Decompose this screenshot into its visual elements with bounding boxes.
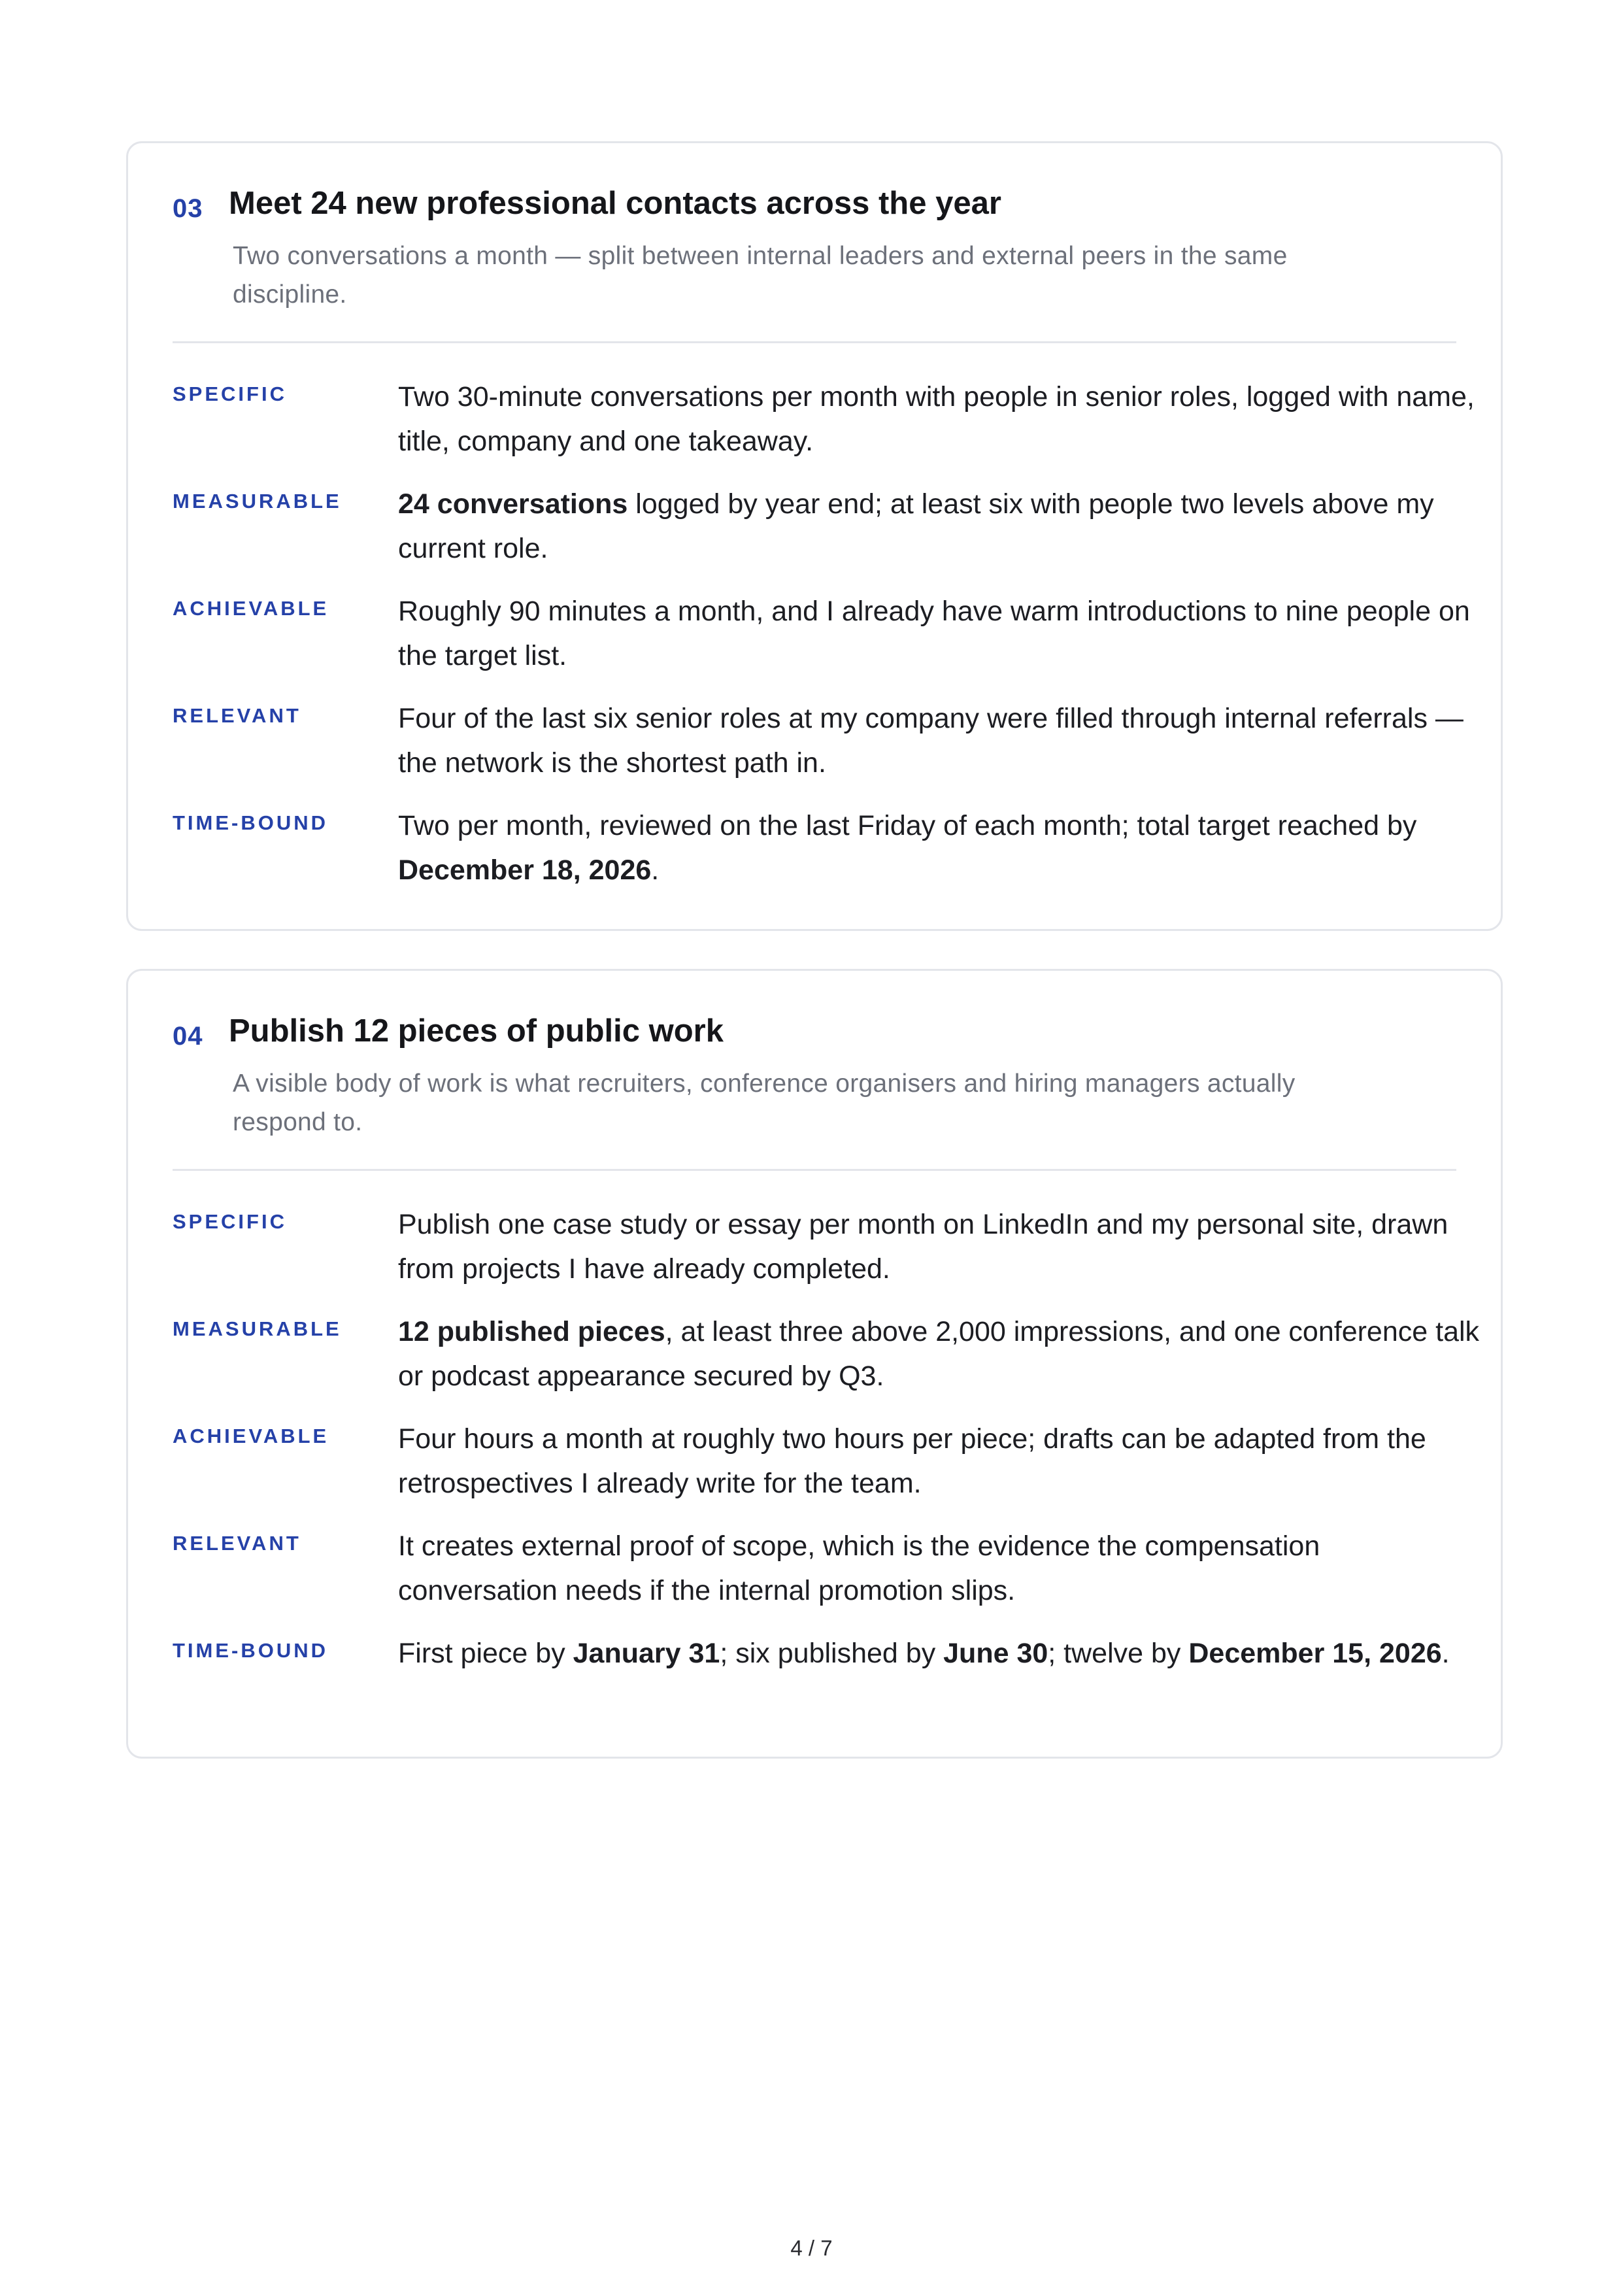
text-segment: Publish one case study or essay per month on LinkedIn and my personal site, drawn from projects I have already completed.	[398, 1209, 1448, 1285]
criterion-label: TIME-BOUND	[173, 1639, 329, 1662]
bold-segment: December 18, 2026	[398, 854, 652, 886]
text-segment: First piece by	[398, 1638, 573, 1669]
criterion-label: ACHIEVABLE	[173, 597, 329, 620]
bold-segment: June 30	[943, 1638, 1048, 1669]
criterion-row-specific	[173, 375, 1475, 482]
goal-number: 04	[173, 1022, 203, 1051]
criterion-label: RELEVANT	[173, 1532, 301, 1555]
criterion-text	[398, 589, 1483, 678]
criterion-label: MEASURABLE	[173, 1317, 342, 1340]
text-segment: .	[1441, 1638, 1450, 1669]
criterion-label: ACHIEVABLE	[173, 1425, 329, 1447]
goal-description: Two conversations a month — split between internal leaders and external peers in the same discipline.	[233, 242, 1288, 309]
text-segment: Four hours a month at roughly two hours per piece; drafts can be adapted from the retrospectives I already write for the team.	[398, 1423, 1426, 1499]
bold-segment: December 15, 2026	[1188, 1638, 1442, 1669]
criterion-label: TIME-BOUND	[173, 811, 329, 834]
text-segment: Two 30-minute conversations per month with people in senior roles, logged with name, title, company and one takeaway.	[398, 381, 1475, 457]
criterion-text	[398, 1524, 1483, 1613]
criterion-row-measurable	[173, 482, 1456, 589]
criterion-label: SPECIFIC	[173, 1210, 287, 1233]
criterion-label: RELEVANT	[173, 704, 301, 727]
divider	[173, 1169, 1456, 1171]
goal-card-03	[126, 141, 1503, 931]
text-segment: ; twelve by	[1048, 1638, 1189, 1669]
page-number: 4 / 7	[790, 2236, 833, 2260]
criterion-row-achievable	[173, 1417, 1456, 1524]
criterion-text	[398, 1417, 1483, 1506]
text-segment: .	[651, 854, 660, 886]
bold-segment: 24 conversations	[398, 488, 628, 520]
goal-card-04	[126, 969, 1503, 1759]
divider	[173, 341, 1456, 343]
criterion-row-achievable	[173, 589, 1470, 696]
criterion-label: MEASURABLE	[173, 490, 342, 513]
criterion-text	[398, 1202, 1483, 1291]
criterion-text	[398, 1309, 1483, 1398]
smart-criteria	[173, 375, 1475, 911]
criterion-row-relevant	[173, 1524, 1456, 1631]
criterion-row-time-bound	[173, 1631, 1456, 1738]
bold-segment: 12 published pieces	[398, 1316, 665, 1347]
criterion-text	[398, 375, 1483, 464]
goal-number: 03	[173, 194, 203, 223]
text-segment: Two per month, reviewed on the last Friday of each month; total target reached by	[398, 810, 1417, 841]
criterion-label: SPECIFIC	[173, 382, 287, 405]
criterion-row-measurable	[173, 1309, 1480, 1417]
goal-title: Publish 12 pieces of public work	[229, 1013, 724, 1049]
criterion-row-relevant	[173, 696, 1464, 803]
text-segment: logged by year end; at least six with people two levels above my current role.	[398, 488, 1434, 564]
smart-criteria	[173, 1202, 1480, 1738]
goal-title: Meet 24 new professional contacts across the year	[229, 186, 1001, 221]
criterion-text	[398, 696, 1483, 785]
criterion-row-specific	[173, 1202, 1456, 1309]
text-segment: It creates external proof of scope, which is the evidence the compensation conversation needs if the internal promotion slips.	[398, 1530, 1320, 1606]
text-segment: , at least three above 2,000 impressions, and one conference talk or podcast appearance secured by Q3.	[398, 1316, 1480, 1392]
text-segment: ; six published by	[720, 1638, 944, 1669]
goal-description: A visible body of work is what recruiters, conference organisers and hiring managers actually respond to.	[233, 1070, 1296, 1136]
criterion-text	[398, 803, 1483, 892]
bold-segment: January 31	[573, 1638, 720, 1669]
criterion-row-time-bound	[173, 803, 1456, 911]
text-segment: Roughly 90 minutes a month, and I already have warm introductions to nine people on the target list.	[398, 596, 1470, 671]
text-segment: Four of the last six senior roles at my company were filled through internal referrals — the network is the shortest path in.	[398, 703, 1464, 779]
criterion-text	[398, 1631, 1483, 1676]
criterion-text	[398, 482, 1483, 571]
